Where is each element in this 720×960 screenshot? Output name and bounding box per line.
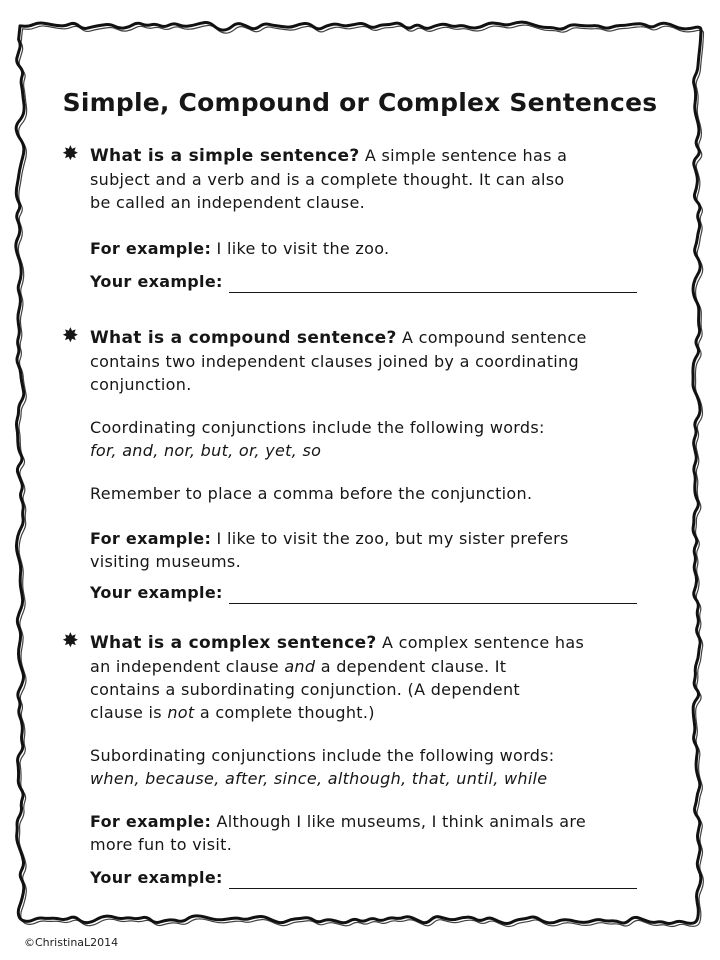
simple-question: What is a simple sentence?	[90, 146, 360, 166]
complex-sentence-section	[62, 628, 655, 889]
compound-answer-line[interactable]	[229, 588, 637, 604]
subordinating-list: when, because, after, since, although, that, until, while	[90, 769, 548, 788]
simple-your-example: Your example:	[90, 270, 655, 293]
complex-example: For example: Although I like museums, I think animals are more fun to visit.	[90, 812, 587, 854]
complex-definition: What is a complex sentence? A complex sentence has an independent clause and a dependent clause. It contains a subordinating conjunction. (A dependent clause is not a complete thought.)	[90, 633, 585, 722]
simple-sentence-section	[62, 141, 655, 293]
complex-question: What is a complex sentence?	[90, 633, 377, 653]
compound-your-example: Your example:	[90, 581, 655, 604]
copyright-notice: ©ChristinaL2014	[24, 936, 119, 949]
compound-definition: What is a compound sentence? A compound sentence contains two independent clauses joined by a coordinating conjunction.	[90, 328, 587, 394]
complex-answer-line[interactable]	[229, 873, 637, 889]
simple-example: For example: I like to visit the zoo.	[90, 239, 390, 258]
star-bullet-icon: ✸	[62, 323, 79, 347]
simple-definition: What is a simple sentence? A simple sentence has a subject and a verb and is a complete thought. It can also be called an independent clause.	[90, 146, 568, 212]
worksheet-title: Simple, Compound or Complex Sentences	[62, 88, 658, 117]
comma-note: Remember to place a comma before the conjunction.	[90, 484, 533, 503]
star-bullet-icon: ✸	[62, 141, 79, 165]
coordinating-list: for, and, nor, but, or, yet, so	[90, 441, 322, 460]
complex-your-example: Your example:	[90, 866, 655, 889]
star-bullet-icon: ✸	[62, 628, 79, 652]
subordinating-conjunctions: Subordinating conjunctions include the following words: when, because, after, since, although, that, until, while	[90, 746, 555, 788]
compound-example: For example: I like to visit the zoo, but my sister prefers visiting museums.	[90, 529, 569, 571]
compound-sentence-section	[62, 323, 655, 604]
coordinating-conjunctions: Coordinating conjunctions include the following words: for, and, nor, but, or, yet, so	[90, 418, 545, 460]
simple-answer-line[interactable]	[229, 277, 637, 293]
compound-question: What is a compound sentence?	[90, 328, 397, 348]
